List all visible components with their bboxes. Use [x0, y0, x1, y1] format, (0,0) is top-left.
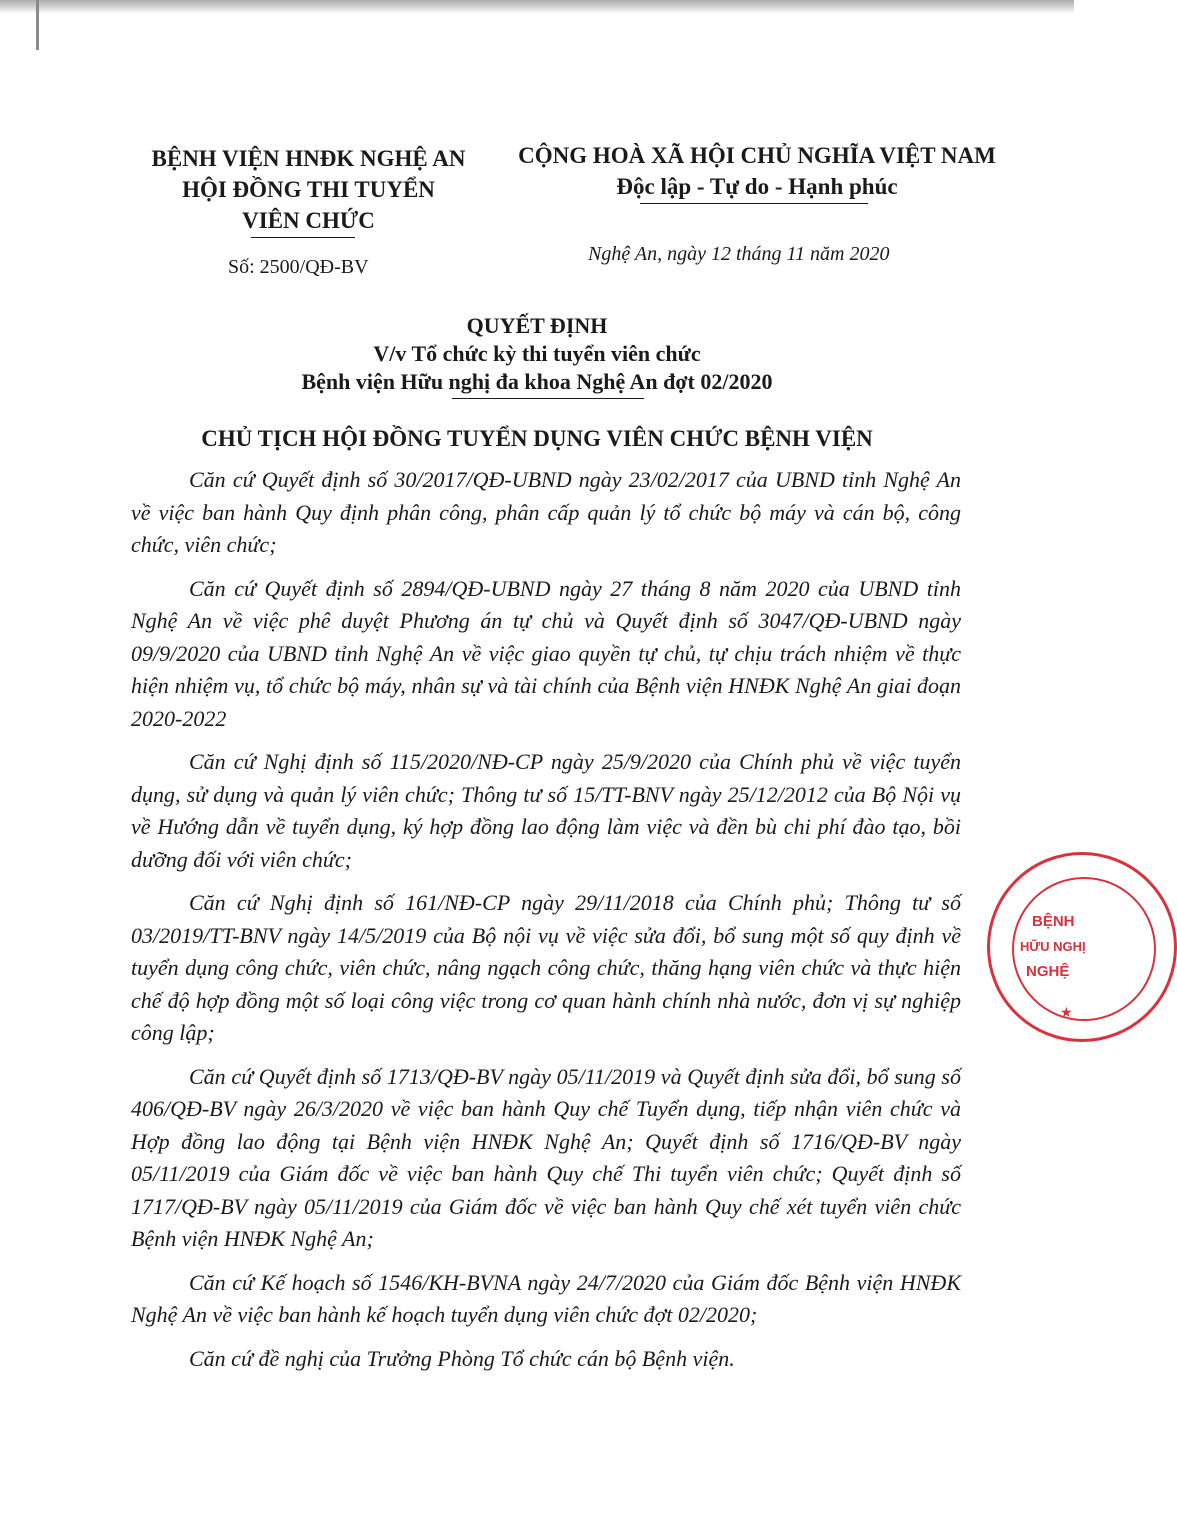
- document-date: Nghệ An, ngày 12 tháng 11 năm 2020: [588, 243, 890, 265]
- issuing-agency: [136, 143, 481, 236]
- chairman-heading: CHỦ TỊCH HỘI ĐỒNG TUYỂN DỤNG VIÊN CHỨC BỆNH VIỆN: [201, 426, 873, 451]
- legal-basis-paragraph: Căn cứ Quyết định số 1713/QĐ-BV ngày 05/11/2019 và Quyết định sửa đổi, bổ sung số 406/QĐ-BV ngày 26/3/2020 về việc ban hành Quy chế Tuyển dụng, tiếp nhận viên chức và Hợp đồng lao động tại Bệnh viện HNĐK Nghệ An; Quyết định số 1716/QĐ-BV ngày 05/11/2019 của Giám đốc về việc ban hành Quy chế Thi tuyển viên chức; Quyết định số 1717/QĐ-BV ngày 05/11/2019 của Giám đốc về việc ban hành Quy chế xét tuyển viên chức Bệnh viện HNĐK Nghệ An;: [131, 1063, 961, 1251]
- decision-subject-line-2: Bệnh viện Hữu nghị đa khoa Nghệ An đợt 02/2020: [301, 369, 773, 394]
- agency-line-1: BỆNH VIỆN HNĐK NGHỆ AN: [151, 146, 466, 171]
- national-motto: Độc lập - Tự do - Hạnh phúc: [616, 174, 898, 199]
- agency-underline: [251, 237, 355, 238]
- national-header: [494, 140, 1020, 202]
- motto-underline: [640, 203, 868, 204]
- agency-line-2: HỘI ĐỒNG THI TUYỂN: [182, 177, 435, 202]
- legal-basis-paragraph: Căn cứ Quyết định số 30/2017/QĐ-UBND ngày 23/02/2017 của UBND tỉnh Nghệ An về việc ban hành Quy định phân công, phân cấp quản lý tổ chức bộ máy và cán bộ, công chức, viên chức;: [131, 467, 961, 557]
- seal-text-line-1: BỆNH: [1032, 913, 1075, 930]
- legal-basis-paragraph: Căn cứ Nghị định số 161/NĐ-CP ngày 29/11/2018 của Chính phủ; Thông tư số 03/2019/TT-BNV ngày 14/5/2019 của Bộ nội vụ về việc sửa đổi, bổ sung một số quy định về tuyển dụng công chức, viên chức, nâng ngạch công chức, thăng hạng viên chức và thực hiện chế độ hợp đồng một số loại công việc trong cơ quan hành chính nhà nước, đơn vị sự nghiệp công lập;: [131, 890, 961, 1045]
- legal-basis-paragraph: Căn cứ Quyết định số 2894/QĐ-UBND ngày 27 tháng 8 năm 2020 của UBND tỉnh Nghệ An về việc phê duyệt Phương án tự chủ và Quyết định số 3047/QĐ-UBND ngày 09/9/2020 của UBND tỉnh Nghệ An về việc giao quyền tự chủ, tự chịu trách nhiệm về thực hiện nhiệm vụ, tổ chức bộ máy, nhân sự và tài chính của Bệnh viện HNĐK Nghệ An giai đoạn 2020-2022: [131, 575, 961, 731]
- document-number: Số: 2500/QĐ-BV: [228, 256, 369, 278]
- legal-basis-section: [131, 464, 961, 1386]
- legal-basis-paragraph: Căn cứ đề nghị của Trưởng Phòng Tổ chức cán bộ Bệnh viện.: [189, 1345, 735, 1371]
- scan-edge-shadow: [0, 0, 1074, 14]
- national-title: CỘNG HOÀ XÃ HỘI CHỦ NGHĨA VIỆT NAM: [518, 143, 996, 168]
- decision-title: QUYẾT ĐỊNH: [466, 313, 608, 338]
- decision-heading: [0, 312, 1074, 396]
- legal-basis-paragraph: Căn cứ Kế hoạch số 1546/KH-BVNA ngày 24/7/2020 của Giám đốc Bệnh viện HNĐK Nghệ An về việc ban hành kế hoạch tuyển dụng viên chức đợt 02/2020;: [131, 1269, 961, 1327]
- agency-line-3: VIÊN CHỨC: [242, 208, 375, 233]
- legal-basis-paragraph: Căn cứ Nghị định số 115/2020/NĐ-CP ngày 25/9/2020 của Chính phủ về việc tuyển dụng, sử dụng và quản lý viên chức; Thông tư số 15/TT-BNV ngày 25/12/2012 của Bộ Nội vụ về Hướng dẫn về tuyển dụng, ký hợp đồng lao động làm việc và đền bù chi phí đào tạo, bồi dưỡng đối với viên chức;: [131, 749, 961, 872]
- scan-mark: [36, 0, 39, 50]
- seal-text-line-3: NGHỆ: [1026, 963, 1070, 980]
- seal-text-line-2: HỮU NGHỊ: [1020, 939, 1086, 954]
- decision-underline: [452, 398, 644, 399]
- official-seal: [987, 852, 1177, 1042]
- seal-star-icon: ★: [1060, 1006, 1073, 1021]
- decision-subject-line-1: V/v Tổ chức kỳ thi tuyển viên chức: [373, 341, 701, 366]
